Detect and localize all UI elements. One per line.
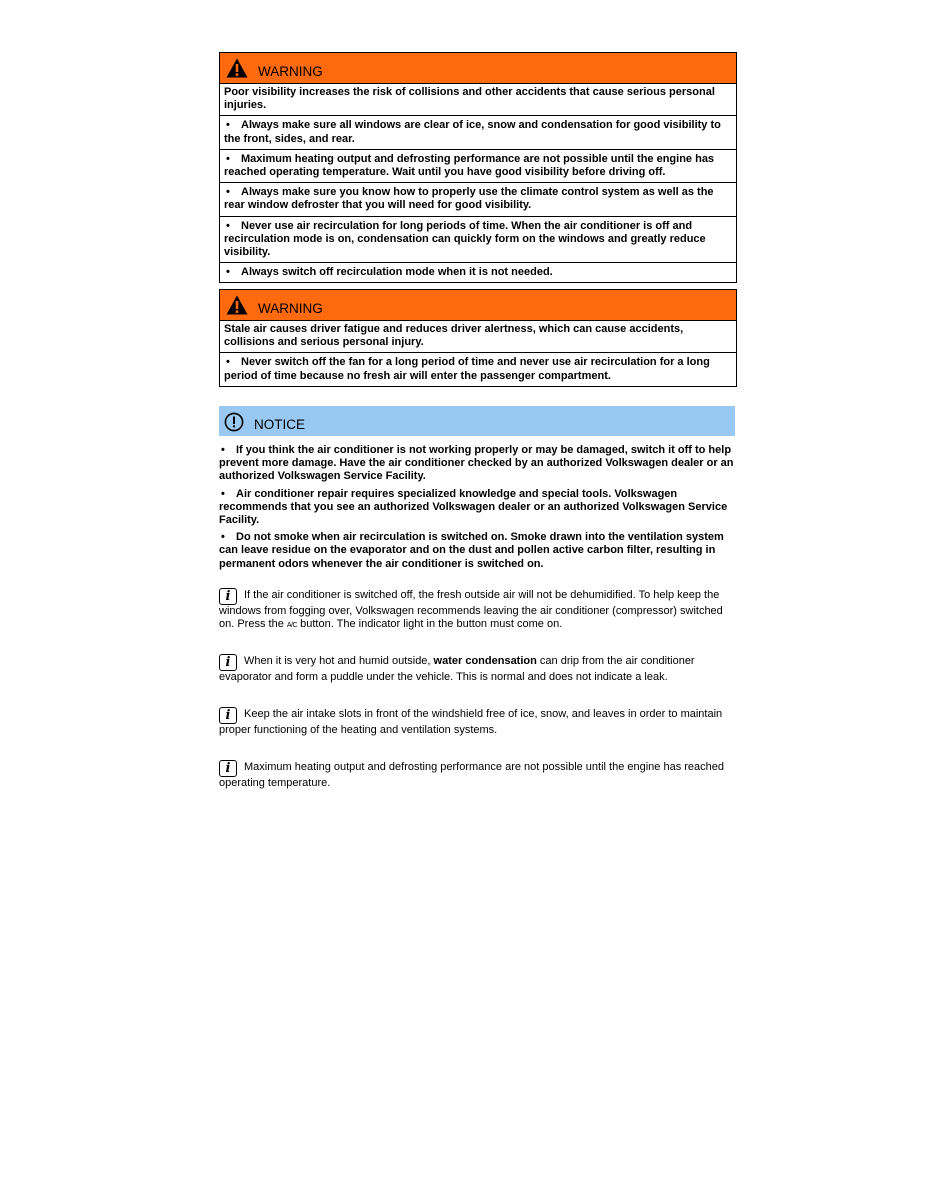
warning-header <box>220 290 736 321</box>
info-note: i Keep the air intake slots in front of the windshield free of ice, snow, and leaves in order to maintain proper functioning of the heating and ventilation systems. <box>219 708 723 736</box>
info-icon: i <box>219 588 237 605</box>
info-icon: i <box>219 760 237 777</box>
warning-box-visibility <box>219 52 737 283</box>
warning-bullet: • Always make sure you know how to properly use the climate control system as well as the rear window defroster that you will need for good visibility. <box>220 182 736 212</box>
notice-title: NOTICE <box>254 417 306 432</box>
warning-bullet: • Never use air recirculation for long periods of time. When the air conditioner is off and recirculation mode is on, condensation can quickly form on the windows and greatly reduce visibility. <box>220 216 736 260</box>
highlight-text: water condensation <box>433 655 537 667</box>
warning-bullet: • Always make sure all windows are clear of ice, snow and condensation for good visibility to the front, sides, and rear. <box>220 115 736 145</box>
info-note: i If the air conditioner is switched off, the fresh outside air will not be dehumidified. To help keep the windows from fogging over, Volkswagen recommends leaving the air conditioner (compressor) switched on. Press the A/C button. The indicator light in the button must come on. <box>219 589 723 631</box>
warning-intro: Poor visibility increases the risk of collisions and other accidents that cause serious personal injuries. <box>224 86 715 112</box>
warning-bullet: • Maximum heating output and defrosting performance are not possible until the engine has reached operating temperature. Wait until you have good visibility before driving off. <box>220 149 736 179</box>
warning-header <box>220 53 736 84</box>
notice-bullet: • If you think the air conditioner is not working properly or may be damaged, switch it off to help prevent more damage. Have the air conditioner checked by an authorized Volkswagen dealer or an authorized Volkswagen Service Facility. <box>219 444 734 483</box>
info-icon: i <box>219 654 237 671</box>
info-icon: i <box>219 707 237 724</box>
notice-bullet: • Air conditioner repair requires specialized knowledge and special tools. Volkswagen recommends that you see an authorized Volkswagen dealer or an authorized Volkswagen Service Facility. <box>219 487 728 527</box>
warning-box-stale-air <box>219 289 737 387</box>
notice-bullet: • Do not smoke when air recirculation is switched on. Smoke drawn into the ventilation system can leave residue on the evaporator and on the dust and pollen active carbon filter, resulting in permanent odors whenever the air conditioner is switched on. <box>219 531 724 570</box>
notice-section <box>219 406 735 575</box>
warning-title: WARNING <box>258 301 323 316</box>
warning-title: WARNING <box>258 64 323 79</box>
warning-bullet: • Always switch off recirculation mode when it is not needed. <box>220 262 736 279</box>
warning-triangle-icon <box>226 295 248 315</box>
notice-header <box>219 406 735 436</box>
info-note: i Maximum heating output and defrosting performance are not possible until the engine has reached operating temperature. <box>219 761 725 789</box>
warning-bullet: • Never switch off the fan for a long period of time and never use air recirculation for a long period of time because no fresh air will enter the passenger compartment. <box>220 352 736 382</box>
info-note: i When it is very hot and humid outside, water condensation can drip from the air conditioner evaporator and form a puddle under the vehicle. This is normal and does not indicate a leak. <box>219 655 695 683</box>
warning-triangle-icon <box>226 58 248 78</box>
warning-intro: Stale air causes driver fatigue and reduces driver alertness, which can cause accidents, collisions and serious personal injury. <box>224 323 684 349</box>
exclamation-circle-icon <box>224 412 244 432</box>
ac-button-label: A/C <box>286 622 298 630</box>
